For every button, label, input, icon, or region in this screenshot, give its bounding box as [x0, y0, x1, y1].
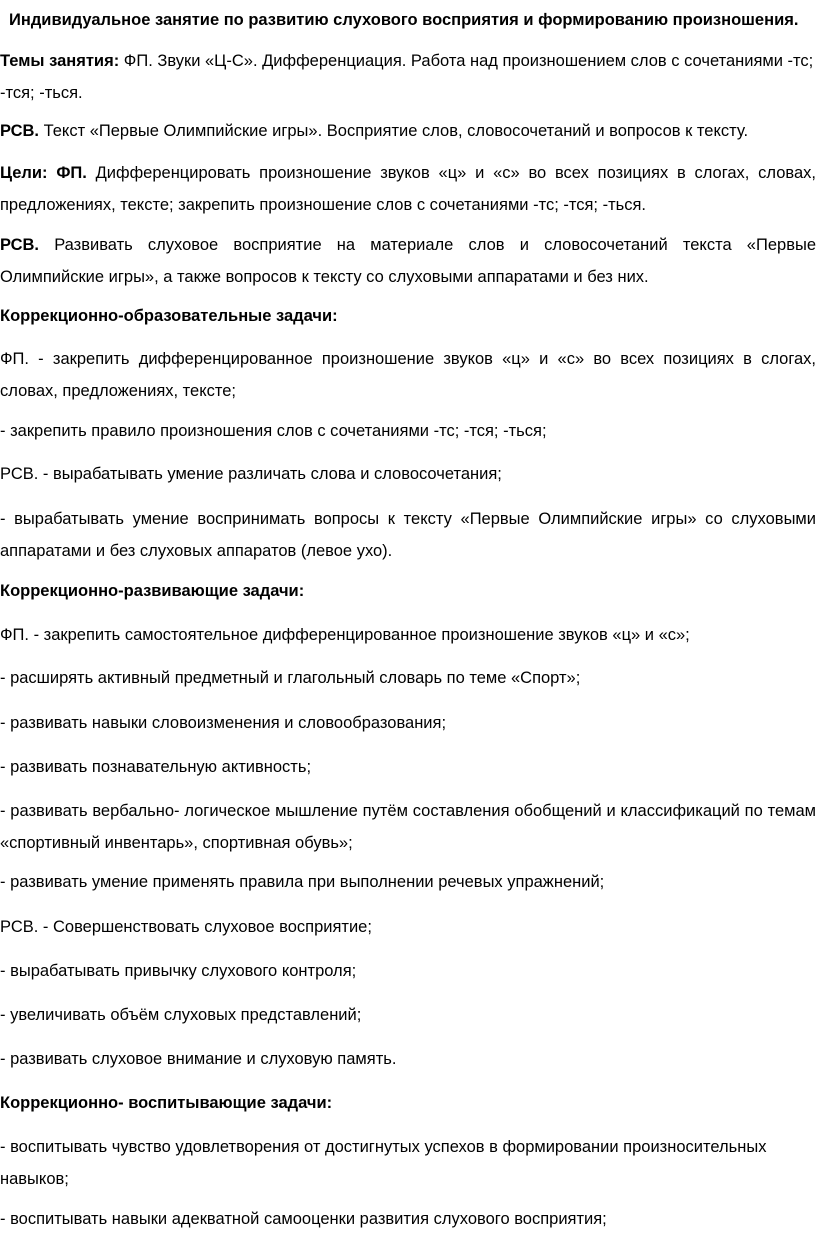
developmental-item: - расширять активный предметный и глагольный словарь по теме «Спорт»;: [0, 669, 581, 687]
goals-rsv-paragraph: [0, 229, 816, 293]
topic-paragraph: [0, 45, 816, 109]
developmental-item: - развивать слуховое внимание и слуховую память.: [0, 1050, 397, 1068]
developmental-item: ФП. - закрепить самостоятельное дифференцированное произношение звуков «ц» и «с»;: [0, 626, 690, 644]
goals-label: Цели: ФП.: [0, 164, 87, 182]
developmental-item: - развивать навыки словоизменения и словообразования;: [0, 714, 447, 732]
developmental-item: - вырабатывать привычку слухового контроля;: [0, 962, 357, 980]
educational-heading: Коррекционно-образовательные задачи:: [0, 307, 338, 325]
developmental-item: РСВ. - Совершенствовать слуховое восприятие;: [0, 918, 372, 936]
topic-fp-text: ФП. Звуки «Ц-С». Дифференциация. Работа над произношением слов с сочетаниями -тс; -тся; -ться.: [0, 52, 814, 103]
goals-fp-paragraph: [0, 157, 816, 221]
developmental-item: - развивать познавательную активность;: [0, 758, 312, 776]
document-title: Индивидуальное занятие по развитию слухового восприятия и формированию произношения.: [9, 11, 799, 29]
educational-item: ФП. - закрепить дифференцированное произношение звуков «ц» и «с» во всех позициях в слогах, словах, предложениях, тексте;: [0, 350, 816, 401]
goals-fp-text: Дифференцировать произношение звуков «ц» и «с» во всех позициях в слогах, словах, предложениях, тексте; закрепить произношение слов с сочетаниями -тс; -тся; -ться.: [0, 164, 816, 215]
educational-item: - закрепить правило произношения слов с сочетаниями -тс; -тся; -ться;: [0, 422, 547, 440]
topic-rsv-text: Текст «Первые Олимпийские игры». Восприятие слов, словосочетаний и вопросов к тексту.: [39, 122, 749, 140]
developmental-heading: Коррекционно-развивающие задачи:: [0, 582, 305, 600]
developmental-item: - развивать вербально- логическое мышление путём составления обобщений и классификаций по темам «спортивный инвентарь», спортивная обувь»;: [0, 802, 816, 853]
educational-item: РСВ. - вырабатывать умение различать слова и словосочетания;: [0, 465, 502, 483]
upbringing-item: - воспитывать навыки адекватной самооценки развития слухового восприятия;: [0, 1210, 607, 1228]
educational-item: - вырабатывать умение воспринимать вопросы к тексту «Первые Олимпийские игры» со слуховыми аппаратами и без слуховых аппаратов (левое ухо).: [0, 510, 816, 561]
developmental-item: - развивать умение применять правила при выполнении речевых упражнений;: [0, 873, 605, 891]
topic-rsv-label: РСВ.: [0, 122, 40, 140]
topic-label: Темы занятия:: [0, 52, 120, 70]
upbringing-item: - воспитывать чувство удовлетворения от достигнутых успехов в формировании произносительных навыков;: [0, 1138, 767, 1189]
developmental-item: - увеличивать объём слуховых представлений;: [0, 1006, 362, 1024]
topic-rsv-paragraph: [0, 115, 816, 147]
upbringing-heading: Коррекционно- воспитывающие задачи:: [0, 1094, 333, 1112]
goals-rsv-label: РСВ.: [0, 236, 40, 254]
goals-rsv-text: Развивать слуховое восприятие на материале слов и словосочетаний текста «Первые Олимпийские игры», а также вопросов к тексту со слуховыми аппаратами и без них.: [0, 236, 816, 287]
